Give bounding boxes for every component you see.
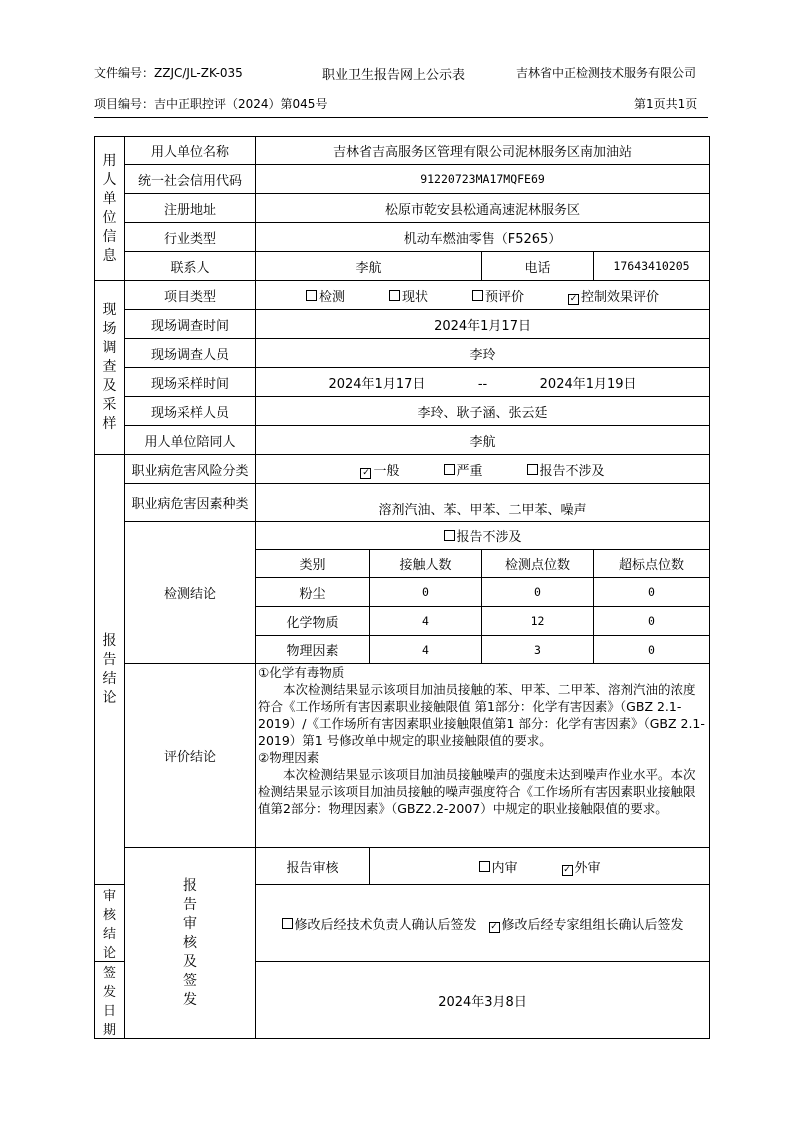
col-header-exceed: 超标点位数	[594, 550, 710, 578]
contact-label: 联系人	[125, 252, 256, 281]
eval-heading-chemical: ①化学有毒物质	[258, 665, 345, 680]
sampling-separator: --	[477, 376, 488, 392]
checkbox-option[interactable]	[306, 290, 345, 305]
review-conclusion-options	[256, 885, 710, 962]
sampling-time	[256, 368, 710, 397]
industry-label: 行业类型	[125, 223, 256, 252]
company-name: 吉林省中正检测技术服务有限公司	[516, 66, 697, 80]
empty-box-icon[interactable]	[444, 530, 455, 541]
doc-number: 文件编号：ZZJC/JL-ZK-035	[94, 66, 243, 80]
checkbox-label: 严重	[456, 463, 483, 479]
checkbox-option[interactable]	[479, 861, 518, 876]
detection-label: 检测结论	[125, 522, 256, 664]
issue-date: 2024年3月8日	[256, 962, 710, 1039]
row-exposed: 0	[370, 578, 482, 607]
risk-label: 职业病危害风险分类	[125, 455, 256, 484]
row-exceed: 0	[594, 607, 710, 636]
row-points: 12	[482, 607, 594, 636]
companion-label: 用人单位陪同人	[125, 426, 256, 455]
checkbox-label: 一般	[373, 463, 400, 479]
industry: 机动车燃油零售（F5265）	[256, 223, 710, 252]
factors: 溶剂汽油、苯、甲苯、二甲苯、噪声	[256, 484, 710, 522]
checked-box-icon[interactable]: ✓	[490, 921, 498, 932]
sampler-label: 现场采样人员	[125, 397, 256, 426]
row-category: 粉尘	[256, 578, 370, 607]
survey-time: 2024年1月17日	[256, 310, 710, 339]
checkbox-option[interactable]	[562, 861, 601, 876]
sampling-start: 2024年1月17日	[328, 376, 426, 392]
survey-time-label: 现场调查时间	[125, 310, 256, 339]
surveyor-label: 现场调查人员	[125, 339, 256, 368]
eval-paragraph-chemical: 本次检测结果显示该项目加油员接触的苯、甲苯、二甲苯、溶剂汽油的浓度符合《工作场所有害因素职业接触限值 第1部分：化学有害因素》（GBZ 2.1-2019）/《工作场所有害因素职业接触限值第1 部分：化学有害因素》（GBZ 2.1-2019）第1 号修改单中规定的职业接触限值的要求。	[258, 682, 705, 748]
checkbox-option[interactable]	[444, 464, 483, 479]
empty-box-icon[interactable]	[479, 861, 490, 872]
credit-code-label: 统一社会信用代码	[125, 165, 256, 194]
checkbox-option[interactable]	[489, 918, 684, 933]
checkbox-label: 修改后经技术负责人确认后签发	[294, 917, 477, 933]
checkbox-label: 现状	[402, 289, 429, 305]
row-category: 化学物质	[256, 607, 370, 636]
row-exceed: 0	[594, 636, 710, 664]
credit-code: 91220723MA17MQFE69	[256, 165, 710, 194]
empty-box-icon[interactable]	[472, 290, 483, 301]
empty-box-icon[interactable]	[282, 918, 293, 929]
checked-box-icon[interactable]: ✓	[569, 293, 578, 304]
address: 松原市乾安县松通高速泥林服务区	[256, 194, 710, 223]
section-review: 报 告 审 核 及 签 发	[125, 848, 256, 1039]
checkbox-label: 报告不涉及	[456, 530, 522, 545]
checkbox-option[interactable]	[568, 290, 659, 305]
project-type-options	[256, 281, 710, 310]
row-exceed: 0	[594, 578, 710, 607]
not-involved-option	[256, 522, 710, 550]
checkbox-label: 修改后经专家组组长确认后签发	[501, 917, 684, 933]
row-exposed: 4	[370, 607, 482, 636]
col-header-points: 检测点位数	[482, 550, 594, 578]
eval-paragraph-physical: 本次检测结果显示该项目加油员接触噪声的强度未达到噪声作业水平。本次检测结果显示该项目加油员接触的噪声强度符合《工作场所有害因素职业接触限值第2部分：物理因素》（GBZ2.2-2007）中规定的职业接触限值的要求。	[258, 767, 696, 816]
companion: 李航	[256, 426, 710, 455]
project-number: 项目编号：吉中正职控评（2024）第045号	[94, 97, 328, 111]
checkbox-option[interactable]	[282, 918, 477, 933]
surveyor: 李玲	[256, 339, 710, 368]
section-unit-info: 用 人 单 位 信 息	[95, 137, 125, 281]
checkbox-option[interactable]	[389, 290, 428, 305]
header-divider	[94, 117, 708, 118]
checkbox-label: 控制效果评价	[581, 289, 660, 305]
disclosure-form	[94, 136, 710, 1039]
review-conclusion-label: 审核结论	[95, 885, 125, 962]
eval-label: 评价结论	[125, 664, 256, 848]
checked-box-icon[interactable]: ✓	[563, 864, 571, 875]
factor-label: 职业病危害因素种类	[125, 484, 256, 522]
checkbox-label: 外审	[574, 860, 601, 876]
phone: 17643410205	[594, 252, 710, 281]
checkbox-option[interactable]	[444, 530, 522, 545]
checkbox-label: 内审	[491, 860, 518, 876]
unit-name: 吉林省吉高服务区管理有限公司泥林服务区南加油站	[256, 137, 710, 165]
checkbox-label: 预评价	[485, 289, 525, 305]
unit-name-label: 用人单位名称	[125, 137, 256, 165]
empty-box-icon[interactable]	[306, 290, 317, 301]
audit-label: 报告审核	[256, 848, 370, 885]
section-survey: 现 场 调 查 及 采 样	[95, 281, 125, 455]
issue-date-label: 签发日期	[95, 962, 125, 1039]
project-type-label: 项目类型	[125, 281, 256, 310]
empty-box-icon[interactable]	[389, 290, 400, 301]
section-report: 报 告 结 论	[95, 455, 125, 885]
page-number: 第1页共1页	[634, 97, 698, 111]
form-title: 职业卫生报告网上公示表	[322, 68, 466, 83]
contact: 李航	[256, 252, 482, 281]
checkbox-label: 检测	[318, 289, 345, 305]
row-points: 3	[482, 636, 594, 664]
row-points: 0	[482, 578, 594, 607]
checked-box-icon[interactable]: ✓	[362, 467, 370, 478]
sampler: 李玲、耿子涵、张云廷	[256, 397, 710, 426]
col-header-category: 类别	[256, 550, 370, 578]
audit-options	[370, 848, 710, 885]
row-category: 物理因素	[256, 636, 370, 664]
phone-label: 电话	[482, 252, 594, 281]
checkbox-label: 报告不涉及	[539, 463, 605, 479]
row-exposed: 4	[370, 636, 482, 664]
sampling-time-label: 现场采样时间	[125, 368, 256, 397]
checkbox-option[interactable]	[360, 464, 399, 479]
eval-heading-physical: ②物理因素	[258, 750, 320, 765]
address-label: 注册地址	[125, 194, 256, 223]
checkbox-option[interactable]	[527, 464, 605, 479]
col-header-exposed: 接触人数	[370, 550, 482, 578]
eval-conclusion	[256, 664, 710, 848]
empty-box-icon[interactable]	[444, 464, 455, 475]
risk-options	[256, 455, 710, 484]
sampling-end: 2024年1月19日	[539, 376, 637, 392]
checkbox-option[interactable]	[472, 290, 524, 305]
empty-box-icon[interactable]	[527, 464, 538, 475]
